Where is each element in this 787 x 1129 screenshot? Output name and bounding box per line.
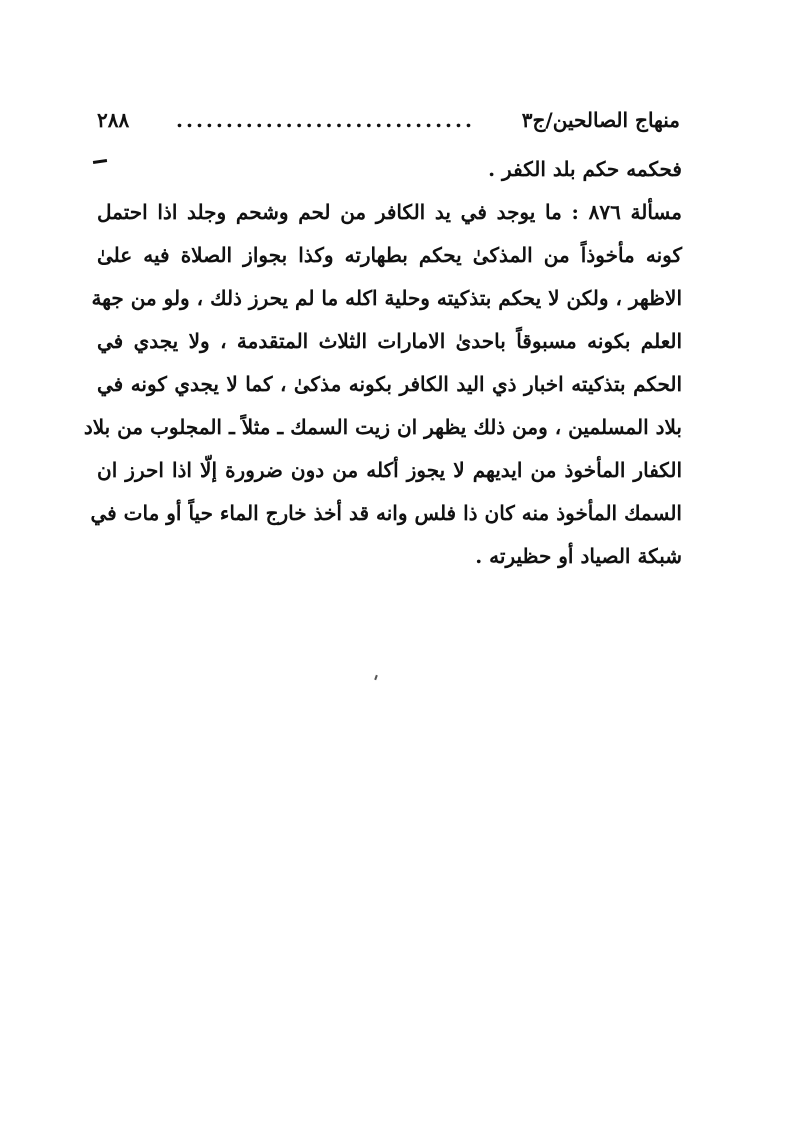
text-line-rest: ما يوجد في يد الكافر من لحم وشحم وجلد اذا احتمل [97, 200, 562, 224]
text-line: الحكم بتذكيته اخبار ذي اليد الكافر بكونه مذكىٰ ، كما لا يجدي كونه في [97, 372, 682, 396]
text-line: العلم بكونه مسبوقاً باحدىٰ الامارات الثلاث المتقدمة ، ولا يجدي في [97, 329, 682, 353]
text-line: الاظهر ، ولكن لا يحكم بتذكيته وحلية اكله ما لم يحرز ذلك ، ولو من جهة [91, 286, 682, 310]
body-text [83, 148, 682, 578]
text-line [97, 191, 682, 234]
text-line: بلاد المسلمين ، ومن ذلك يظهر ان زيت السمك ـ مثلاً ـ المجلوب من بلاد [83, 415, 682, 439]
running-header [97, 108, 680, 140]
text-line: السمك المأخوذ منه كان ذا فلس وانه قد أخذ خارج الماء حياً أو مات في [90, 501, 682, 525]
issue-label: مسألة ٨٧٦ : [571, 200, 682, 224]
text-line: فحكمه حكم بلد الكفر . [488, 157, 682, 181]
text-line: كونه مأخوذاً من المذكىٰ يحكم بطهارته وكذا بجواز الصلاة فيه علىٰ [97, 243, 682, 267]
text-line: شبكة الصياد أو حظيرته . [475, 544, 682, 568]
scan-speck [374, 675, 378, 680]
dot-leader: .............................. [176, 108, 475, 132]
text-line: الكفار المأخوذ من ايديهم لا يجوز أكله من دون ضرورة إلّا اذا احرز ان [97, 458, 682, 482]
book-title: منهاج الصالحين/ج٣ [521, 108, 680, 132]
page-number: ٢٨٨ [97, 108, 130, 132]
